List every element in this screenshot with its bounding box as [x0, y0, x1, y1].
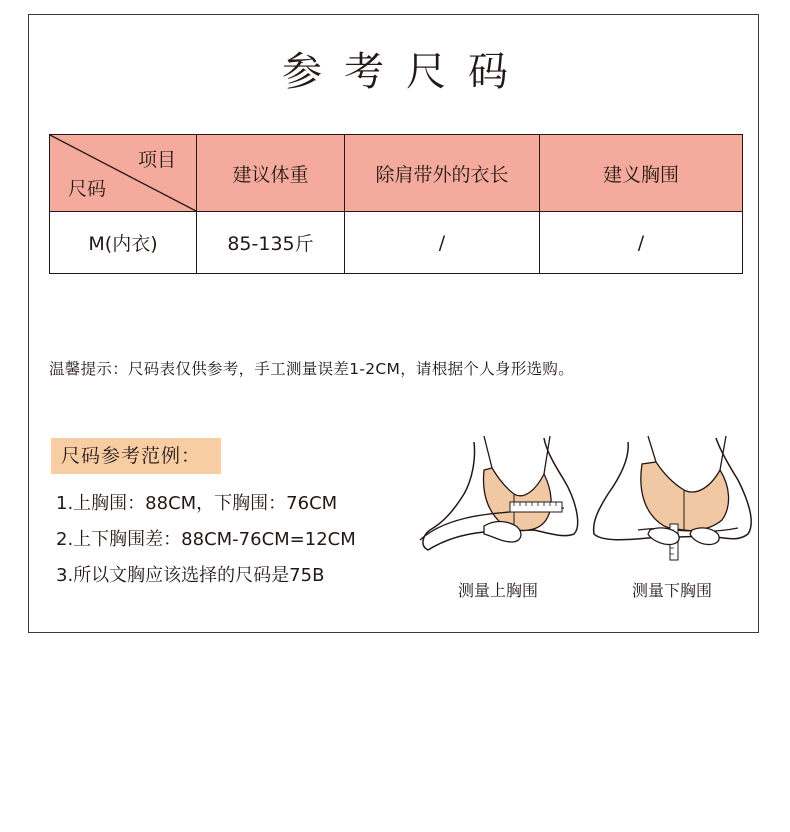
cell-size: M(内衣)	[50, 212, 197, 274]
cell-bust: /	[540, 212, 743, 274]
page-title: 参考尺码	[282, 49, 530, 95]
upper-bust-caption: 测量上胸围	[457, 581, 538, 600]
lower-bust-illustration	[588, 430, 758, 570]
tip-text: 温馨提示：尺码表仅供参考，手工测量误差1-2CM，请根据个人身形选购。	[49, 360, 575, 378]
corner-cell	[50, 135, 197, 212]
lower-bust-caption: 测量下胸围	[631, 581, 712, 600]
step-2: 2.上下胸围差：88CM-76CM=12CM	[56, 529, 356, 550]
cell-weight: 85-135斤	[197, 212, 345, 274]
size-table	[49, 134, 743, 274]
corner-label-item: 项目	[137, 149, 176, 171]
example-label: 尺码参考范例：	[51, 438, 221, 474]
step-1: 1.上胸围：88CM，下胸围：76CM	[56, 493, 338, 514]
figure-lower-bust	[588, 430, 758, 610]
cell-length: /	[345, 212, 540, 274]
example-steps	[56, 492, 356, 600]
corner-label-size: 尺码	[68, 178, 107, 200]
table-row	[50, 212, 743, 274]
upper-bust-illustration	[414, 430, 584, 570]
header-length: 除肩带外的衣长	[345, 135, 540, 212]
figure-upper-bust	[414, 430, 584, 610]
step-3: 3.所以文胸应该选择的尺码是75B	[56, 565, 325, 586]
table-header-row	[50, 135, 743, 212]
header-weight: 建议体重	[197, 135, 345, 212]
header-bust: 建义胸围	[540, 135, 743, 212]
